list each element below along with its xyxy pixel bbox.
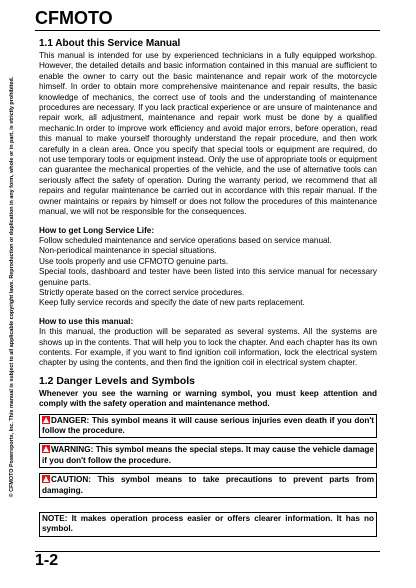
- footer-divider: [35, 551, 380, 552]
- section-1-title: 1.1 About this Service Manual: [39, 38, 181, 49]
- section-1-intro: This manual is intended for use by experienced technicians in a fully equipped workshop. However, the detailed details and basic information contained in this manual are sufficient to enable the owner to carry out the basic maintenance and repair work of the motorcycle himself. In order to obtain more comprehensive maintenance and repair results, the basic knowledge of mechanics, the correct use of tools and the understanding of maintenance procedures are necessary. If you lack practical experience or are unsure of maintenance and repair work, all adjustment, maintenance and repair work must be done by a qualified mechanic.In order to improve work efficiency and avoid major errors, before operation, read this manual to make yourself thoroughly understand the repair procedure, and then work carefully in a clean area. Once you specify that special tools or equipment are required, do not use temporary tools or equipment instead. Only the use of appropriate tools or equipment can guarantee the mechanical properties of the vehicle, and the use of alternative tools can seriously affect the safety of operation. During the warranty period, we recommend that all repairs and regular maintenance be carried out in accordance with this repair manual. If the owner maintains or repairs by himself or does not follow the procedures of this maintenance manual, we will not be responsible for the consequences.: [39, 51, 377, 217]
- list-item: Non-periodical maintenance in special situations.: [39, 246, 217, 256]
- how-to-use-heading: How to use this manual:: [39, 316, 134, 326]
- caution-box: [39, 473, 377, 498]
- list-item: Special tools, dashboard and tester have been listed into this service manual for necessary genuine parts.: [39, 267, 377, 287]
- list-item: Use tools properly and use CFMOTO genuine parts.: [39, 256, 229, 266]
- note-text: NOTE: It makes operation process easier or offers clearer information. It has no symbol.: [42, 514, 374, 534]
- list-item: Keep fully service records and specify the date of new parts replacement.: [39, 298, 305, 308]
- list-item: Strictly operate based on the correct service procedures.: [39, 287, 245, 297]
- caution-warning-icon: [42, 475, 50, 483]
- warning-text: WARNING: This symbol means the special steps. It may cause the vehicle damage if you don't follow the procedure.: [42, 445, 374, 465]
- header-divider: [35, 30, 380, 31]
- warning-triangle-icon: [42, 445, 50, 453]
- how-to-use-text: In this manual, the production will be separated as several systems. All the systems are shows up in the contents. That will help you to lock the chapter. And each chapter has its own contents. For example, if you want to find ignition coil information, lock the electrical system chapter by using the contents, and then find the ignition coil in electrical system chapter.: [39, 327, 378, 368]
- danger-text: DANGER: This symbol means it will cause serious injuries even death if you don't follow the procedure.: [42, 415, 374, 435]
- page-number: 1-2: [35, 552, 59, 569]
- copyright-side-note: © CFMOTO Powersports, Inc. This manual is subject to all applicable copyright laws. Reproduction or duplication in any form, whole or in part, is strictly prohibited.: [9, 76, 15, 498]
- brand-title: CFMOTO: [35, 8, 113, 28]
- list-item: Follow scheduled maintenance and service operations based on service manual.: [39, 235, 332, 245]
- main-content: [39, 38, 377, 537]
- warning-box: [39, 443, 377, 468]
- danger-warning-icon: [42, 416, 50, 424]
- caution-text: CAUTION: This symbol means to take precautions to prevent parts from damaging.: [42, 475, 374, 495]
- section-2-title: 1.2 Danger Levels and Symbols: [39, 375, 195, 387]
- long-life-heading: How to get Long Service Life:: [39, 225, 155, 235]
- section-2-intro: Whenever you see the warning or warning symbol, you must keep attention and comply with the safety operation and maintenance method.: [39, 388, 377, 409]
- danger-box: [39, 414, 377, 439]
- note-box: [39, 512, 377, 537]
